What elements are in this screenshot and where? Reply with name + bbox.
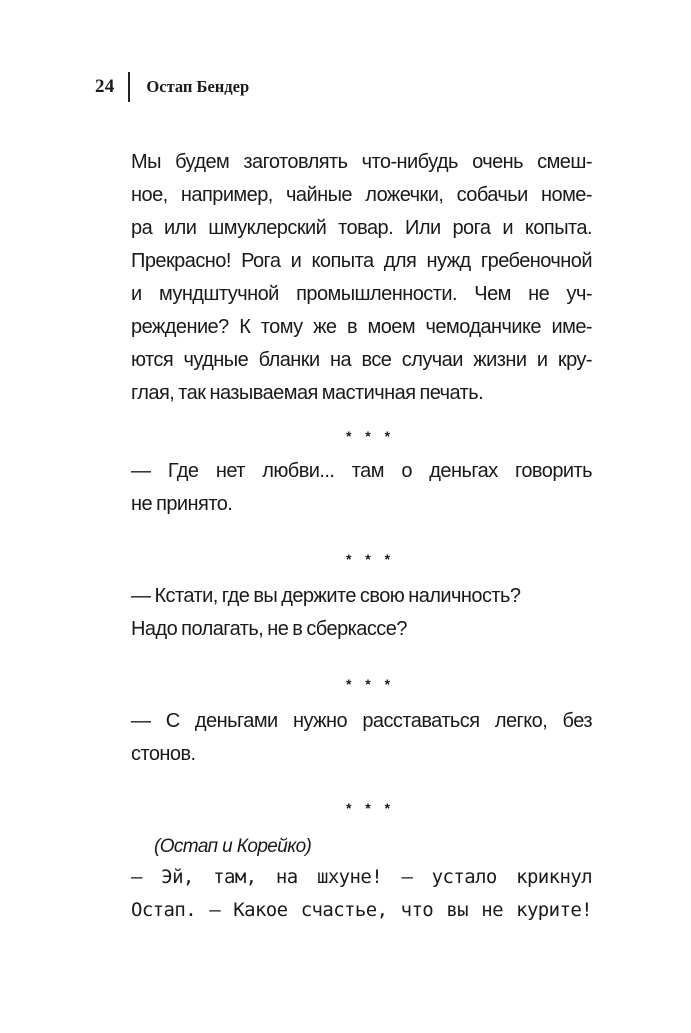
text-line: Надо полагать, не в сберкассе?	[131, 618, 407, 640]
text-line: — Эй, там, на шхуне! — устало крикнул	[131, 866, 592, 888]
separator-stars: * * *	[345, 676, 396, 692]
section-separator	[0, 676, 691, 692]
text-line: не принято.	[131, 493, 233, 515]
header-divider	[128, 72, 130, 102]
text-line: Мы будем заготовлять что-нибудь очень смеш-	[131, 151, 592, 173]
separator-stars: * * *	[345, 551, 396, 567]
quote-1	[131, 455, 592, 521]
separator-stars: * * *	[345, 800, 396, 816]
quote-3	[131, 705, 592, 771]
page-header	[95, 72, 249, 102]
text-line: Прекрасно! Рога и копыта для нужд гребеночной	[131, 250, 592, 272]
section-separator	[0, 428, 691, 444]
section-separator	[0, 800, 691, 816]
dialogue	[131, 861, 592, 927]
running-title: Остап Бендер	[146, 77, 250, 96]
text-line: — Кстати, где вы держите свою наличность?	[131, 585, 521, 607]
text-line: стонов.	[131, 743, 196, 765]
stage-direction: (Остап и Корейко)	[154, 836, 312, 857]
text-line: ное, например, чайные ложечки, собачьи номе-	[131, 184, 592, 206]
text-line: Остап. — Какое счастье, что вы не курите!	[131, 899, 592, 921]
text-line: и мундштучной промышленности. Чем не уч-	[131, 283, 592, 305]
text-line: — С деньгами нужно расставаться легко, без	[131, 710, 592, 732]
text-line: ра или шмуклерский товар. Или рога и копыта.	[131, 217, 592, 239]
section-separator	[0, 551, 691, 567]
paragraph-1	[131, 146, 592, 410]
text-line: — Где нет любви... там о деньгах говорить	[131, 460, 592, 482]
quote-2	[131, 580, 592, 646]
text-line: ются чудные бланки на все случаи жизни и кру-	[131, 349, 592, 371]
text-line: глая, так называемая мастичная печать.	[131, 382, 484, 404]
separator-stars: * * *	[345, 428, 396, 444]
page-number: 24	[95, 76, 115, 97]
text-line: реждение? К тому же в моем чемоданчике име-	[131, 316, 592, 338]
